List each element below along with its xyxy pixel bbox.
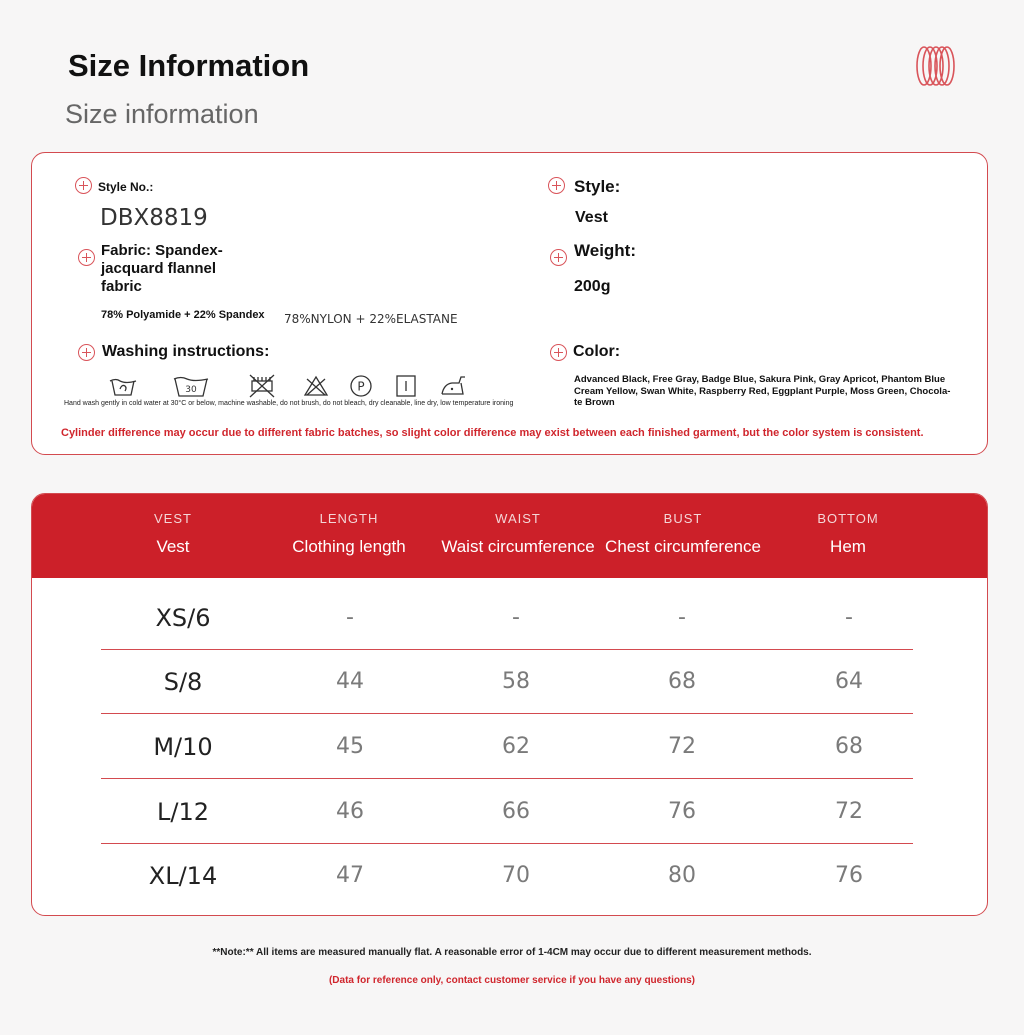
- column-header: [88, 494, 258, 578]
- bust-cell: 80: [668, 863, 696, 888]
- bust-cell: 68: [668, 669, 696, 694]
- plus-circle-icon: [550, 344, 567, 361]
- column-header: [433, 494, 603, 578]
- brand-logo-icon: [912, 44, 958, 88]
- fabric-label-line: fabric: [101, 278, 142, 295]
- low-iron-icon: [437, 373, 469, 399]
- line-dry-icon: [390, 373, 422, 399]
- bust-cell: -: [678, 605, 686, 630]
- column-header-en: BOTTOM: [817, 511, 879, 526]
- column-header: [264, 494, 434, 578]
- style-value: Vest: [575, 209, 608, 226]
- table-row: [101, 650, 913, 714]
- size-cell: S/8: [163, 668, 203, 696]
- product-info-card: [31, 152, 988, 455]
- size-table: [31, 493, 988, 916]
- page-subtitle: Size information: [65, 99, 259, 129]
- svg-text:P: P: [357, 379, 365, 394]
- column-header-label: Hem: [830, 537, 866, 556]
- hem-cell: 76: [835, 863, 863, 888]
- waist-cell: 62: [502, 734, 530, 759]
- measurement-note: **Note:** All items are measured manually flat. A reasonable error of 1-4CM may occur due to different measurement methods.: [212, 947, 812, 958]
- table-row: [101, 780, 913, 844]
- size-cell: L/12: [157, 798, 209, 826]
- hem-cell: 68: [835, 734, 863, 759]
- size-cell: M/10: [153, 733, 213, 761]
- color-list: [574, 374, 950, 409]
- size-cell: XL/14: [148, 862, 218, 890]
- waist-cell: 58: [502, 669, 530, 694]
- column-header-label: Waist circumference: [441, 537, 595, 556]
- column-header-en: WAIST: [495, 511, 541, 526]
- composition-secondary: 78%NYLON + 22%ELASTANE: [284, 312, 458, 326]
- weight-value: 200g: [574, 278, 611, 295]
- length-cell: 46: [336, 799, 364, 824]
- length-cell: 45: [336, 734, 364, 759]
- column-header-en: VEST: [154, 511, 192, 526]
- column-header-label: Vest: [156, 537, 190, 556]
- dry-clean-icon: [345, 373, 377, 399]
- style-no-label: Style No.:: [98, 180, 154, 194]
- plus-circle-icon: [78, 249, 95, 266]
- wash-30-icon: [172, 373, 210, 399]
- hand-wash-icon: [107, 373, 139, 399]
- washing-description: Hand wash gently in cold water at 30°C or below, machine washable, do not brush, do not bleach, dry cleanable, line dry, low temperature ironing: [64, 400, 514, 407]
- hem-cell: 72: [835, 799, 863, 824]
- table-header: [32, 494, 987, 578]
- table-row: [101, 586, 913, 650]
- svg-text:30: 30: [185, 385, 197, 395]
- fabric-label-line: Fabric: Spandex-: [101, 242, 223, 259]
- row-divider: [101, 713, 913, 715]
- table-row: [101, 844, 913, 908]
- hem-cell: -: [845, 605, 853, 630]
- column-header: [598, 494, 768, 578]
- plus-circle-icon: [550, 249, 567, 266]
- do-not-bleach-icon: [300, 373, 332, 399]
- size-cell: XS/6: [155, 604, 211, 632]
- do-not-brush-icon: [246, 373, 278, 399]
- row-divider: [101, 778, 913, 780]
- color-difference-notice: Cylinder difference may occur due to different fabric batches, so slight color difference may exist between each finished garment, but the color system is consistent.: [61, 427, 924, 439]
- plus-circle-icon: [75, 177, 92, 194]
- waist-cell: 70: [502, 863, 530, 888]
- length-cell: 44: [336, 669, 364, 694]
- column-header-label: Chest circumference: [605, 537, 761, 556]
- color-list-line: Cream Yellow, Swan White, Raspberry Red, Eggplant Purple, Moss Green, Chocola-: [574, 385, 951, 397]
- color-list-line: te Brown: [574, 397, 615, 408]
- washing-label: Washing instructions:: [102, 343, 270, 360]
- hem-cell: 64: [835, 669, 863, 694]
- column-header: [763, 494, 933, 578]
- composition-primary: 78% Polyamide + 22% Spandex: [101, 309, 265, 321]
- bust-cell: 76: [668, 799, 696, 824]
- fabric-label: [101, 242, 223, 296]
- table-row: [101, 715, 913, 779]
- plus-circle-icon: [548, 177, 565, 194]
- weight-label: Weight:: [574, 241, 637, 260]
- waist-cell: -: [512, 605, 520, 630]
- length-cell: 47: [336, 863, 364, 888]
- style-no-value: DBX8819: [100, 205, 208, 231]
- color-label: Color:: [573, 343, 621, 360]
- page-title: Size Information: [68, 48, 310, 83]
- column-header-label: Clothing length: [292, 537, 406, 556]
- length-cell: -: [346, 605, 354, 630]
- waist-cell: 66: [502, 799, 530, 824]
- bust-cell: 72: [668, 734, 696, 759]
- plus-circle-icon: [78, 344, 95, 361]
- column-header-en: BUST: [663, 511, 703, 526]
- column-header-en: LENGTH: [319, 511, 379, 526]
- color-list-line: Advanced Black, Free Gray, Badge Blue, Sakura Pink, Gray Apricot, Phantom Blue: [574, 374, 946, 385]
- fabric-label-line: jacquard flannel: [101, 260, 217, 277]
- style-label: Style:: [574, 177, 621, 196]
- reference-note: (Data for reference only, contact customer service if you have any questions): [328, 975, 696, 986]
